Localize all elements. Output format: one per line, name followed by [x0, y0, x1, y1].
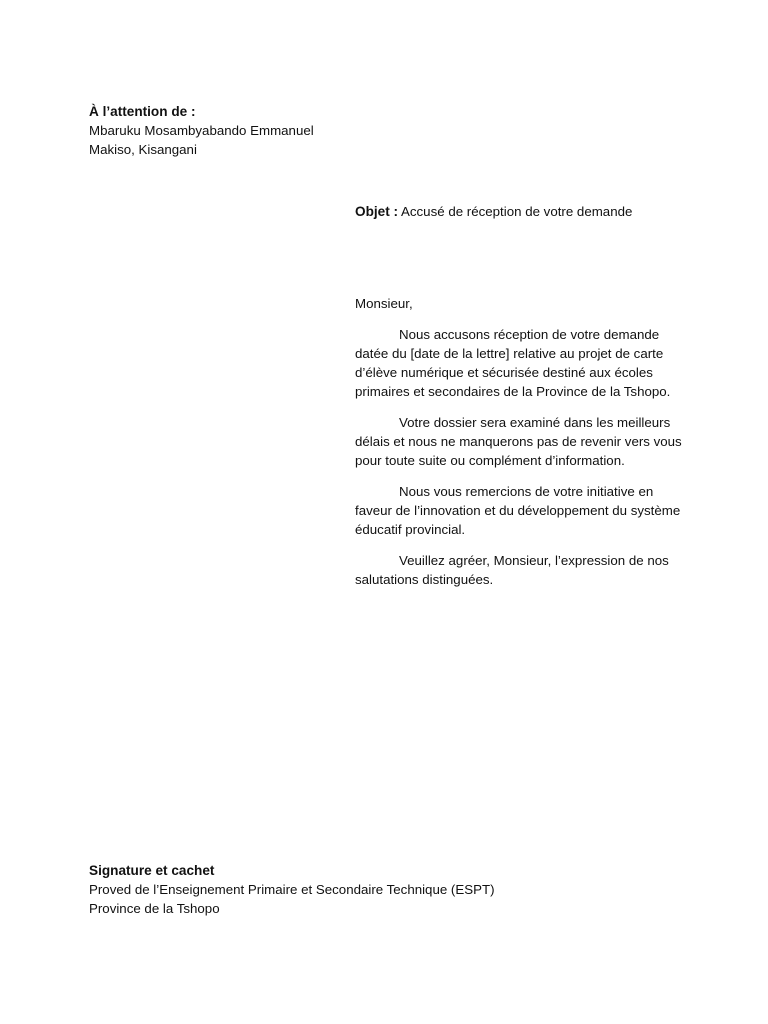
addressee-heading: À l’attention de :	[89, 104, 196, 119]
addressee-location: Makiso, Kisangani	[89, 142, 197, 157]
paragraph-closing: Veuillez agréer, Monsieur, l’expression de nos salutations distinguées.	[355, 553, 669, 587]
letter-body	[355, 294, 685, 601]
paragraph-examination: Votre dossier sera examiné dans les meilleurs délais et nous ne manquerons pas de revenir vers vous pour toute suite ou complément d’information.	[355, 415, 682, 468]
signature-heading: Signature et cachet	[89, 863, 215, 878]
subject-text: Accusé de réception de votre demande	[401, 204, 633, 219]
salutation: Monsieur,	[355, 296, 413, 311]
paragraph-acknowledgement: Nous accusons réception de votre demande datée du [date de la lettre] relative au projet de carte d’élève numérique et sécurisée destiné aux écoles primaires et secondaires de la Province de la Tshopo.	[355, 327, 671, 399]
addressee-block	[89, 102, 409, 159]
subject-label: Objet :	[355, 204, 399, 219]
signature-title: Proved de l’Enseignement Primaire et Secondaire Technique (ESPT)	[89, 882, 495, 897]
signature-block	[89, 861, 569, 918]
subject-line	[355, 202, 695, 221]
addressee-name: Mbaruku Mosambyabando Emmanuel	[89, 123, 314, 138]
signature-province: Province de la Tshopo	[89, 901, 220, 916]
paragraph-thanks: Nous vous remercions de votre initiative en faveur de l’innovation et du développement du système éducatif provincial.	[355, 484, 681, 537]
